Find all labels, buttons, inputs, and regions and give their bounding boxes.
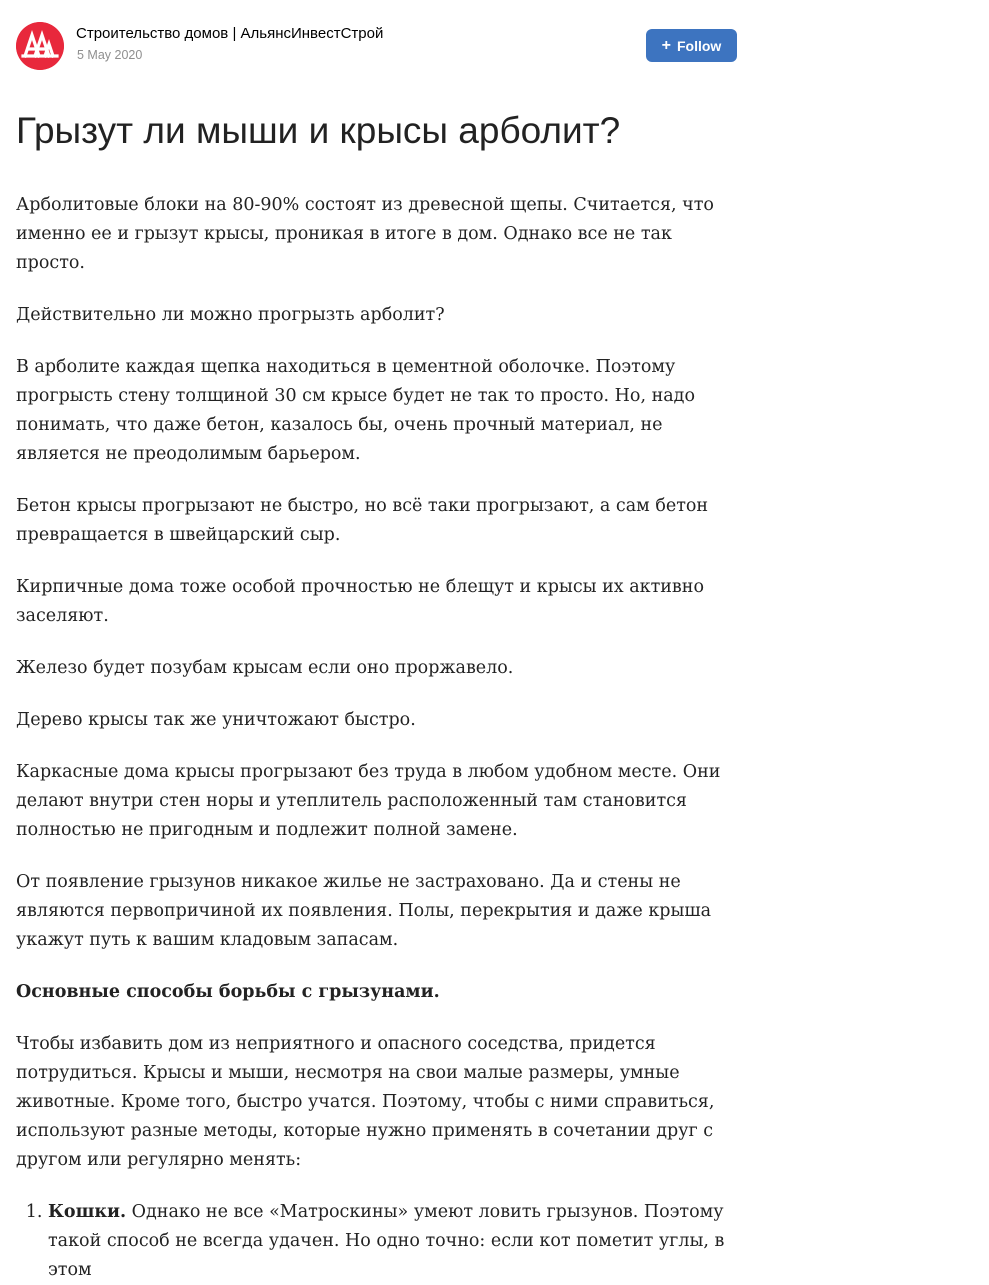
channel-header — [16, 0, 738, 100]
article-page — [16, 0, 738, 1280]
article-paragraph: От появление грызунов никакое жилье не застраховано. Да и стены не являются первопричиной их появления. Полы, перекрытия и даже крыша укажут путь к вашим кладовым запасам. — [16, 872, 712, 950]
channel-name-link[interactable]: Строительство домов | АльянсИнвестСтрой — [76, 25, 384, 42]
list-item — [48, 1198, 738, 1285]
article-paragraph: Чтобы избавить дом из неприятного и опасного соседства, придется потрудиться. Крысы и мыши, несмотря на свои малые размеры, умные животные. Кроме того, быстро учатся. Поэтому, чтобы с ними справиться, используют разные методы, которые нужно применять в сочетании друг с другом или регулярно менять: — [16, 1034, 715, 1170]
plus-icon: + — [661, 36, 671, 54]
article-paragraph: Арболитовые блоки на 80-90% состоят из древесной щепы. Считается, что именно ее и грызут крысы, проникая в итоге в дом. Однако все не так просто. — [16, 195, 714, 273]
article-paragraph: Железо будет позубам крысам если оно проржавело. — [16, 658, 514, 678]
article-paragraph: Действительно ли можно прогрызть арболит? — [16, 305, 445, 325]
follow-button-label: Follow — [677, 37, 722, 54]
article-paragraph: Бетон крысы прогрызают не быстро, но всё таки прогрызают, а сам бетон превращается в швейцарский сыр. — [16, 496, 709, 545]
article-paragraph: В арболите каждая щепка находиться в цементной оболочке. Поэтому прогрысть стену толщиной 30 см крысе будет не так то просто. Но, надо понимать, что даже бетон, казалось бы, очень прочный материал, не является не преодолимым барьером. — [16, 357, 695, 464]
publication-date: 5 May 2020 — [77, 48, 143, 62]
article-paragraph: Кирпичные дома тоже особой прочностью не блещут и крысы их активно заселяют. — [16, 577, 704, 626]
article-body — [16, 191, 738, 1285]
alliance-logo-icon — [16, 22, 64, 70]
channel-avatar[interactable] — [16, 22, 64, 70]
article-paragraph: Каркасные дома крысы прогрызают без труда в любом удобном месте. Они делают внутри стен норы и утеплитель расположенный там становится полностью не пригодным и подлежит полной замене. — [16, 762, 721, 840]
article-subheading: Основные способы борьбы с грызунами. — [16, 982, 440, 1002]
follow-button[interactable] — [646, 29, 737, 62]
list-item-text: Однако не все «Матроскины» умеют ловить грызунов. Поэтому такой способ не всегда удачен. Но одно точно: если кот пометит углы, в этом — [48, 1202, 725, 1280]
article-paragraph: Дерево крысы так же уничтожают быстро. — [16, 710, 416, 730]
list-item-term: Кошки. — [48, 1202, 127, 1222]
methods-list — [16, 1198, 738, 1285]
article-title: Грызут ли мыши и крысы арболит? — [16, 110, 621, 151]
